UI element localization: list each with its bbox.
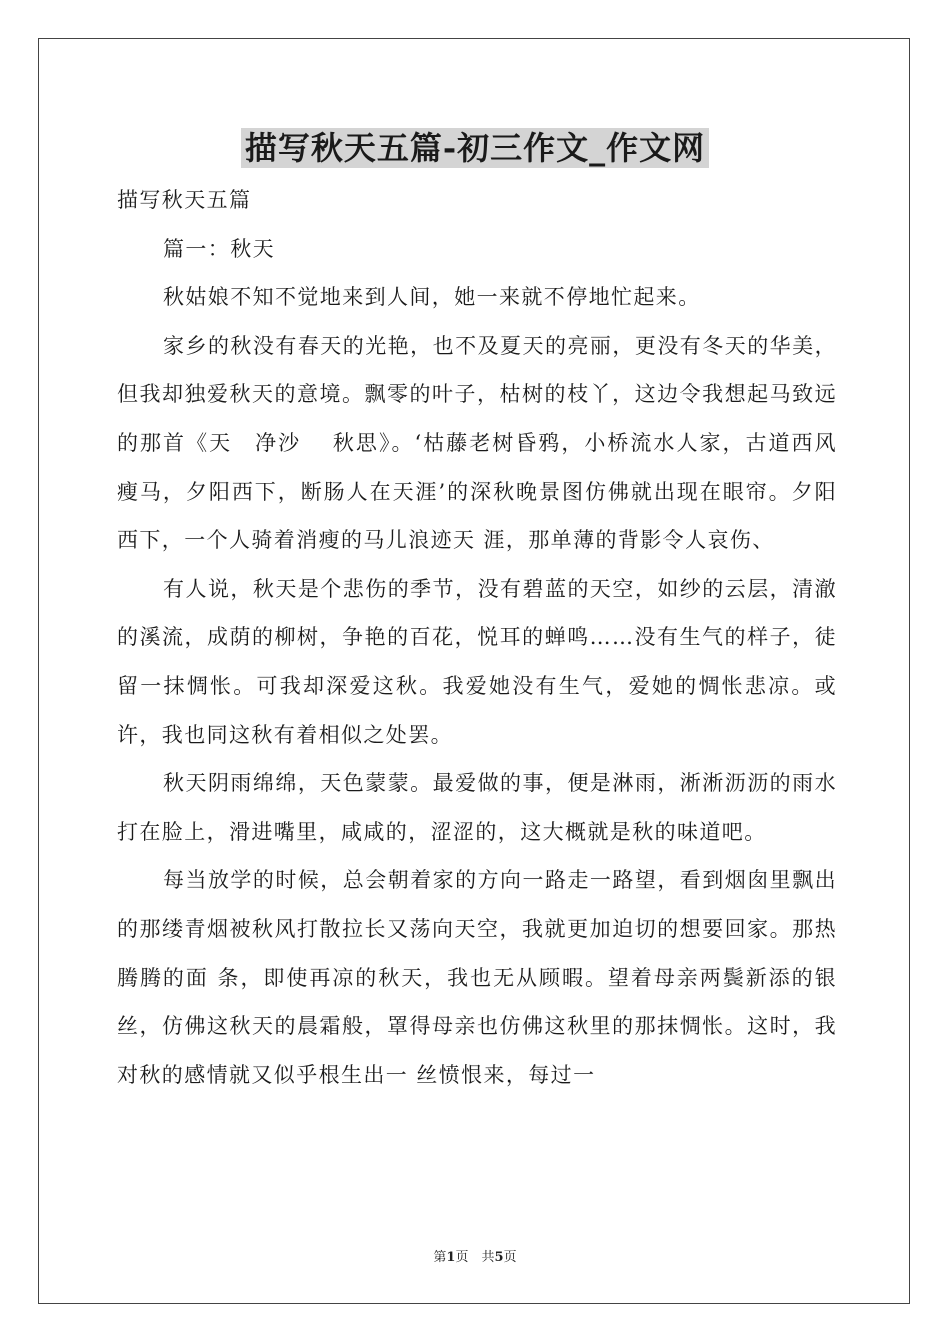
- document-title: [0, 128, 950, 174]
- section-title: 篇一：秋天: [163, 236, 275, 261]
- document-body: [117, 176, 837, 1099]
- page-footer: [0, 1246, 950, 1265]
- page-prefix: 第: [433, 1250, 447, 1265]
- paragraph: 秋姑娘不知不觉地来到人间，她一来就不停地忙起来。: [163, 285, 701, 310]
- total-prefix: 共: [481, 1250, 495, 1265]
- document-title-text: 描写秋天五篇-初三作文_作文网: [241, 128, 709, 168]
- page-suffix: 页: [455, 1250, 469, 1265]
- paragraph: 有人说，秋天是个悲伤的季节，没有碧蓝的天空，如纱的云层，清澈的溪流，成荫的柳树，争艳的百花，悦耳的蝉鸣……没有生气的样子，徒留一抹惆怅。可我却深爱这秋。我爱她没有生气，爱她的惆怅悲凉。或许，我也同这秋有着相似之处罢。: [117, 576, 837, 747]
- total-pages: 5: [494, 1250, 504, 1265]
- total-suffix: 页: [503, 1250, 517, 1265]
- page-number: 1: [446, 1250, 456, 1265]
- paragraph: 家乡的秋没有春天的光艳，也不及夏天的亮丽，更没有冬天的华美，但我却独爱秋天的意境。飘零的叶子，枯树的枝丫，这边令我想起马致远的那首《天 净沙 秋思》。‘枯藤老树昏鸦，小桥流水人家，古道西风瘦马，夕阳西下，断肠人在天涯’的深秋晚景图仿佛就出现在眼帘。夕阳西下，一个人骑着消瘦的马儿浪迹天 涯，那单薄的背影令人哀伤、: [117, 333, 837, 553]
- document-heading: 描写秋天五篇: [117, 188, 252, 212]
- paragraph: 秋天阴雨绵绵，天色蒙蒙。最爱做的事，便是淋雨，淅淅沥沥的雨水打在脸上，滑进嘴里，咸咸的，涩涩的，这大概就是秋的味道吧。: [117, 771, 837, 844]
- paragraph: 每当放学的时候，总会朝着家的方向一路走一路望，看到烟囱里飘出的那缕青烟被秋风打散拉长又荡向天空，我就更加迫切的想要回家。那热腾腾的面 条，即使再凉的秋天，我也无从顾暇。望着母亲两鬓新添的银丝，仿佛这秋天的晨霜般，罩得母亲也仿佛这秋里的那抹惆怅。这时，我对秋的感情就又似乎根生出一 丝愤恨来，每过一: [117, 868, 837, 1087]
